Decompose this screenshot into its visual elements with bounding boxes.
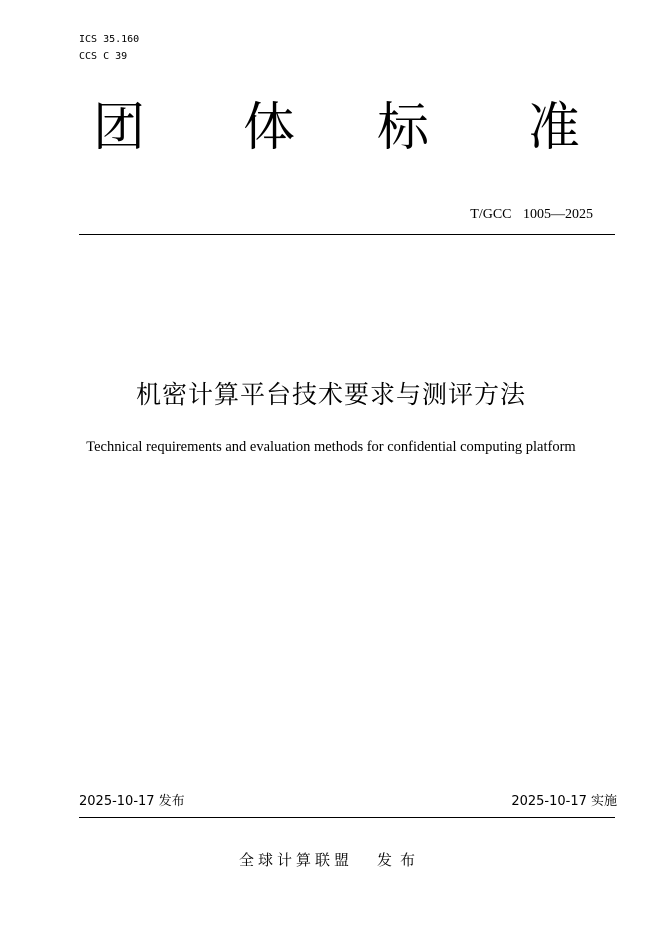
implementation-date: 2025-10-17 实施: [511, 794, 617, 809]
document-title-english: Technical requirements and evaluation methods for confidential computing platform: [86, 439, 576, 455]
ccs-code: CCS C 39: [79, 51, 128, 62]
standard-type-char-2: 体: [243, 98, 296, 158]
publisher-organization: 全球计算联盟: [238, 851, 353, 869]
publisher-action: 发布: [377, 851, 424, 869]
publisher-line: [0, 850, 662, 870]
document-title-chinese: 机密计算平台技术要求与测评方法: [135, 380, 526, 409]
standard-type-char-4: 准: [528, 98, 581, 158]
standard-number: T/GCC 1005—2025: [470, 207, 593, 222]
footer-divider: [79, 817, 615, 818]
standard-type-char-1: 团: [93, 98, 146, 158]
standard-type-char-3: 标: [377, 98, 430, 158]
header-divider: [79, 234, 615, 235]
publish-date: 2025-10-17 发布: [79, 794, 185, 809]
ics-code: ICS 35.160: [79, 34, 140, 45]
